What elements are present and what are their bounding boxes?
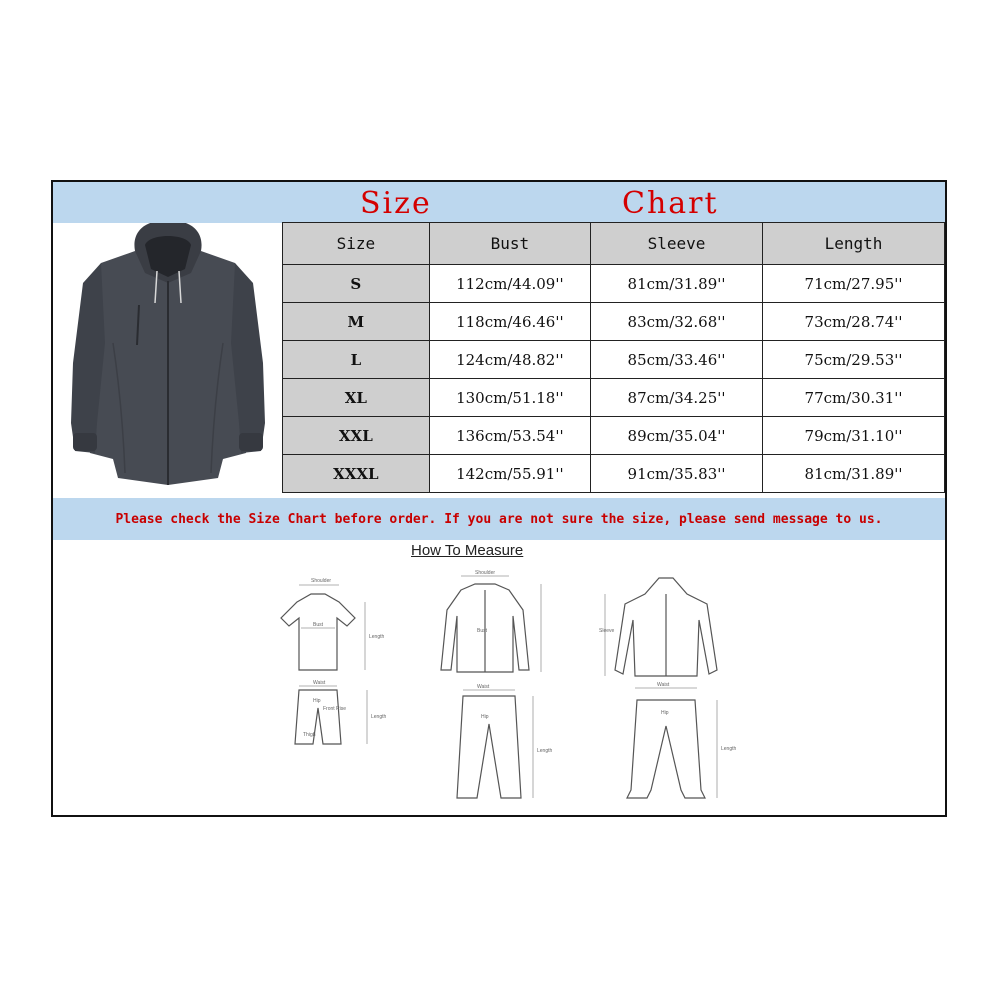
- title-chart: Chart: [622, 186, 719, 221]
- jacket-image: [53, 223, 283, 496]
- length-cell: 79cm/31.10'': [763, 417, 945, 455]
- sleeve-cell: 81cm/31.89'': [591, 265, 763, 303]
- header-bust: Bust: [429, 223, 590, 265]
- table-row: [283, 341, 945, 379]
- length-cell: 81cm/31.89'': [763, 455, 945, 493]
- header-length: Length: [763, 223, 945, 265]
- label-sleeve-hoodie: Sleeve: [599, 628, 615, 634]
- size-cell: L: [283, 341, 430, 379]
- label-waist-trousers: Waist: [477, 684, 490, 690]
- table-header-row: [283, 223, 945, 265]
- label-bust: Bust: [313, 622, 324, 628]
- label-length-shorts: Length: [371, 714, 387, 720]
- header-size: Size: [283, 223, 430, 265]
- bust-cell: 136cm/53.54'': [429, 417, 590, 455]
- size-cell: M: [283, 303, 430, 341]
- label-thigh: Thigh: [303, 732, 316, 738]
- label-waist-shorts: Waist: [313, 680, 326, 686]
- bust-cell: 118cm/46.46'': [429, 303, 590, 341]
- size-cell: XXXL: [283, 455, 430, 493]
- measure-diagram: [239, 540, 749, 815]
- how-to-measure-section: [239, 540, 749, 815]
- size-cell: XXL: [283, 417, 430, 455]
- label-waist-joggers: Waist: [657, 682, 670, 688]
- bust-cell: 142cm/55.91'': [429, 455, 590, 493]
- length-cell: 77cm/30.31'': [763, 379, 945, 417]
- sleeve-cell: 87cm/34.25'': [591, 379, 763, 417]
- length-cell: 73cm/28.74'': [763, 303, 945, 341]
- size-table: [282, 222, 945, 493]
- label-hip-trousers: Hip: [481, 714, 489, 720]
- label-bust-shirt: Bust: [477, 628, 488, 634]
- sleeve-cell: 89cm/35.04'': [591, 417, 763, 455]
- table-row: [283, 265, 945, 303]
- label-front-rise: Front Rise: [323, 706, 347, 712]
- sleeve-cell: 85cm/33.46'': [591, 341, 763, 379]
- size-cell: S: [283, 265, 430, 303]
- sleeve-cell: 83cm/32.68'': [591, 303, 763, 341]
- table-row: [283, 417, 945, 455]
- size-chart-frame: [51, 180, 947, 817]
- label-shoulder-shirt: Shoulder: [475, 570, 496, 576]
- label-length-joggers: Length: [721, 746, 737, 752]
- label-shoulder: Shoulder: [311, 578, 332, 584]
- title-band: [53, 182, 945, 223]
- sleeve-cell: 91cm/35.83'': [591, 455, 763, 493]
- label-hip-joggers: Hip: [661, 710, 669, 716]
- table-row: [283, 379, 945, 417]
- notice-text: Please check the Size Chart before order. If you are not sure the size, please send message to us.: [115, 511, 883, 527]
- label-length-trousers: Length: [537, 748, 553, 754]
- length-cell: 71cm/27.95'': [763, 265, 945, 303]
- label-hip-shorts: Hip: [313, 698, 321, 704]
- title-size: Size: [360, 186, 432, 221]
- table-row: [283, 303, 945, 341]
- bust-cell: 130cm/51.18'': [429, 379, 590, 417]
- bust-cell: 124cm/48.82'': [429, 341, 590, 379]
- table-row: [283, 455, 945, 493]
- size-cell: XL: [283, 379, 430, 417]
- header-sleeve: Sleeve: [591, 223, 763, 265]
- label-length-tshirt: Length: [369, 634, 385, 640]
- length-cell: 75cm/29.53'': [763, 341, 945, 379]
- how-to-measure-title: How To Measure: [411, 542, 524, 559]
- jacket-photo: [53, 223, 283, 496]
- notice-band: [53, 498, 945, 540]
- bust-cell: 112cm/44.09'': [429, 265, 590, 303]
